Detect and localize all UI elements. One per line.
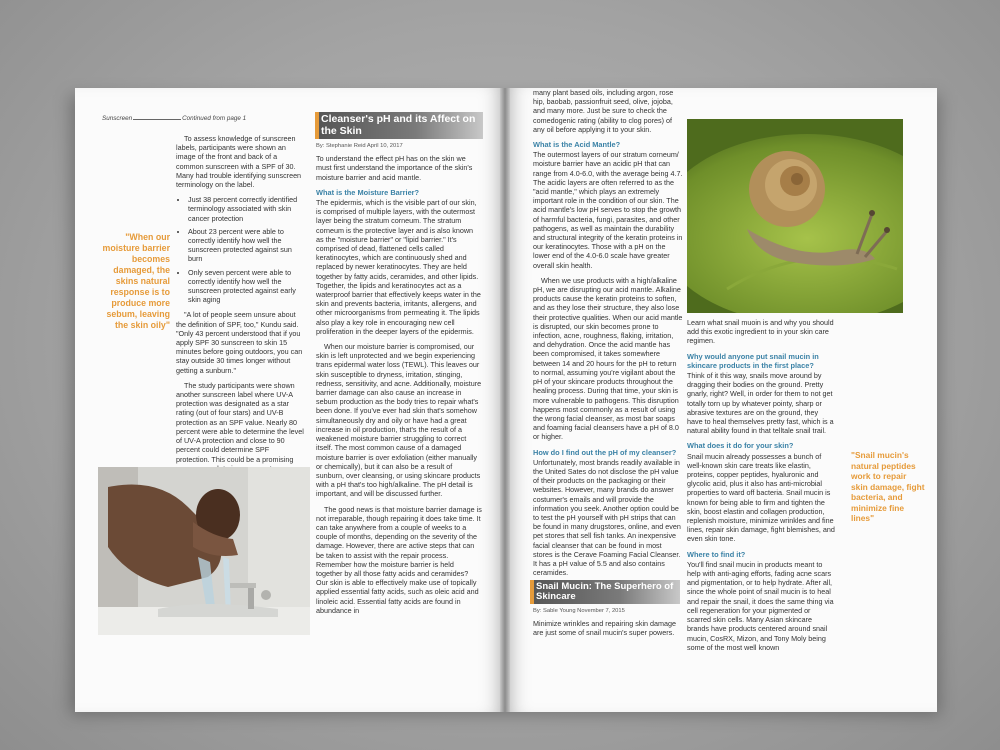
study-paragraph: The study participants were shown another sunscreen label where UV-A protection was designated as a star rating (out of four stars) and UV-B protection as an SPF value. Nearly 80 percent were able to determine the level of UV-A protection and close to 90 percent could determine SPF protection. This could be a promising bbox=[176, 380, 304, 464]
face-washing-photo bbox=[98, 467, 310, 635]
snail-article-start bbox=[533, 605, 683, 644]
alkaline-paragraph: When we use products with a high/alkaline pH, we are disrupting our acid mantle. Alkaline products cause the keratin proteins to soften, and as they lose their structure, they also lose their protective qualities. When our acid mantle is disrupted, our skin becomes prone to infection, acne, roughness, flaking, irritation, and dehydration. Once the acid mantle has been compromised, it takes somewhere between 14 and 20 hours for the pH to return to normal, assuming you're vigilant about the pH of your skincare products throughout the healing process. During that time, your skin is more vulnerable to pathogens. This disruption happens most commonly as a result of using the wrong facial cleanser, as most bar soaps and foaming facial cleansers have a pH of 8.0 or higher. bbox=[533, 275, 683, 442]
find-ph-paragraph: Unfortunately, most brands readily available in the United Sates do not disclose the pH value of their products on the packaging or their websites. However, many brands do answer costumer's emails and will provide the information you seek. Another option could be to test the pH yourself with pH strips that can be found in many drugstores, online, and even pet stores that sell fish tanks. An inexpensive facial cleanser that can be found in most stores is the Cerave Foaming Facial Cleanser. It has a pH value of 5.5 and also contains ceramides. bbox=[533, 457, 681, 578]
moisture-barrier-paragraph: The epidermis, which is the visible part of our skin, is comprised of multiple layers, with the outermost layer being the stratum corneum. The stratum corneum is the protective layer and is also known as the "moisture barrier" or "lipid barrier." It's comprised of dead, flattened cells called keratinocytes, which are continuously shed and replaced by newer keratinocytes. They are held together by fatty acids, ceramides, and other lipids. Together, the lipids and keratinocytes act as a waterproof barrier that effectively keeps water in the skin and prevents bacteria, irritants, allergens, and other microorganisms from permeating it. The lipids also play a key role in encouraging new cell proliferation in the deeper layers of the epidermis. bbox=[316, 198, 481, 336]
subhead-moisture-barrier: What is the Moisture Barrier? bbox=[316, 187, 420, 197]
snail-byline: By: Sable Young November 7, 2015 bbox=[533, 608, 625, 614]
right-col2 bbox=[687, 318, 835, 658]
snail-intro: Minimize wrinkles and repairing skin damage are just some of snail mucin's super powers. bbox=[533, 619, 677, 638]
left-col2 bbox=[316, 140, 482, 621]
sunscreen-bullets bbox=[176, 195, 304, 304]
right-col1 bbox=[533, 88, 683, 583]
snail-lead: Learn what snail muoin is and why you should add this exotic ingredient to in your skin care regimen. bbox=[687, 318, 834, 346]
good-news-paragraph: The good news is that moisture barrier damage is not irreparable, though repairing it does take time. It can take anywhere from a couple of weeks to a couple of months, depending on the severity of the damage. However, there are active steps that can be taken to assist with the repair process. Remember how the moisture barrier is held together by all those fatty acids and ceramides? Our skin is able to effectively make use of topically applied essential fatty acids, such as oleic acid and linoleic acid. Essential fatty acids are found in abundance in bbox=[316, 504, 482, 615]
acid-mantle-paragraph: The outermost layers of our stratum corneum/ moisture barrier have an acidic pH that can range from 4.0-6.0, with the average being 4.7. The acidic layers are often referred to as the "acid mantle," which plays an extremely important role in the condition of our skin. The acid mantle's low pH serves to stop the growth of harmful bacteria, fungi, parasites, and other pathogens, as well as maintain the durability and structural integrity of the keratin proteins in our keratinocytes. Those with a pH on the lower end of the 4.0-6.0 scale have greater overall skin health. bbox=[533, 150, 683, 270]
snail-title-bar bbox=[530, 580, 680, 604]
subhead-where-find: Where to find it? bbox=[687, 549, 746, 559]
face-washing-illustration bbox=[98, 467, 310, 635]
bullet-item: • Only seven percent were able to correctly identify how well the sunscreen protected against early skin aging bbox=[188, 268, 304, 305]
article-title: Cleanser's pH and its Affect on the Skin bbox=[321, 113, 476, 137]
runner-rule bbox=[133, 119, 181, 120]
left-col1 bbox=[176, 134, 304, 488]
snail-article-title: Snail Mucin: The Superhero of Skincare bbox=[536, 581, 674, 602]
pull-quote-right: "Snail mucin's natural peptides work to repair skin damage, fight bacteria, and minimize fine lines" bbox=[851, 450, 925, 523]
runner-section: Sunscreen bbox=[102, 115, 133, 122]
kundu-quote-paragraph: "A lot of people seem unsure about the definition of SPF, too," Kundu said. "Only 43 percent understood that if you apply SPF 30 sunscreen to skin 15 minutes before going outdoors, you can stay outside 30 times longer without getting a sunburn." bbox=[176, 310, 303, 375]
oils-continued: many plant based oils, including argon, rose hip, baobab, passionfruit seed, olive, jojoba, and many more. Just be sure to check the comedogenic rating (ability to clog pores) of any oil before applying it to your skin. bbox=[533, 88, 674, 134]
pull-quote-left: "When our moisture barrier becomes damaged, the skins natural response is to produce more sebum, leaving the skin oily" bbox=[102, 232, 170, 330]
runner-continued: Continued from page 1 bbox=[182, 115, 247, 122]
why-snail-paragraph: Think of it this way, snails move around by dragging their bodies on the ground. Pretty gnarly, right? Well, in order for them to not get totally torn up by whatever pointy, sharp or abrasive textures are on the ground, they have to heal themselves pretty fast, which is a natural ability found in that telltale snail trail. bbox=[687, 371, 834, 436]
subhead-acid-mantle: What is the Acid Mantle? bbox=[533, 140, 621, 150]
sunscreen-intro: To assess knowledge of sunscreen labels, participants were shown an image of the front and back of a common sunscreen with a SPF of 30. Many had trouble identifying sunscreen terminology on the label. bbox=[176, 134, 302, 190]
gutter-fold bbox=[500, 88, 510, 712]
subhead-why-snail: Why would anyone put snail mucin in skincare products in the first place? bbox=[687, 351, 819, 370]
page-runner bbox=[102, 115, 246, 122]
where-find-paragraph: You'll find snail mucin in products meant to help with anti-aging efforts, fading acne scars and pigmentation, or to help hydrate. After all, since the whole point of snail mucin is to heal and repair the snail, it does the same thing via cell regeneration for your pigmented or scarred skin cells. Many Asian skincare brands have products centered around snail mucin, CosRX, Mizon, and Tony Moly being some of the most well known bbox=[687, 559, 834, 652]
bullet-item: • About 23 percent were able to correctly identify how well the sunscreen protected against sun burn bbox=[188, 227, 304, 264]
article-intro: To understand the effect pH has on the skin we must first understand the importance of the skin's moisture barrier and acid mantle. bbox=[316, 154, 473, 182]
article-byline: By: Stephanie Reid April 10, 2017 bbox=[316, 143, 403, 149]
snail-photo bbox=[687, 119, 903, 313]
snail-illustration bbox=[687, 119, 903, 313]
what-does-paragraph: Snail mucin already possesses a bunch of well-known skin care treats like elastin, proteins, copper peptides, hyaluronic and glycolic acid, plus it also has anti-microbial properties to ward off bacteria. Snail mucin is known for being able to firm and tighten the skin, boost elastin and collagen production, replenish moisture, minimize wrinkles and fine lines, repair skin damage, fight blemishes, and even skin tone. bbox=[687, 451, 835, 544]
article-title-bar bbox=[315, 112, 483, 139]
bullet-item: • Just 38 percent correctly identified terminology associated with skin cancer protection bbox=[188, 195, 304, 223]
compromised-paragraph: When our moisture barrier is compromised, our skin is left unprotected and we begin experiencing trans epidermal water loss (TEWL). This leaves our skin susceptible to dryness, irritation, stinging, redness, sensitivity, and acne. Additionally, moisture barrier damage can also cause an increase in sebum production as the body tries to repair what's been done. If you've ever had skin that's somehow simultaneously dry and oily or have had a great increase in oil production, that's the result of a weakened moisture barrier struggling to correct itself. The most common cause of a damaged moisture barrier is over exfoliation (either manually or chemically), but it can also be a result of sunburn, over cleansing, or using skincare products with a pH that's too high/alkaline. The pH detail is important, and will be discussed further. bbox=[316, 342, 482, 499]
subhead-find-ph: How do I find out the pH of my cleanser? bbox=[533, 447, 677, 457]
subhead-what-does: What does it do for your skin? bbox=[687, 441, 794, 451]
